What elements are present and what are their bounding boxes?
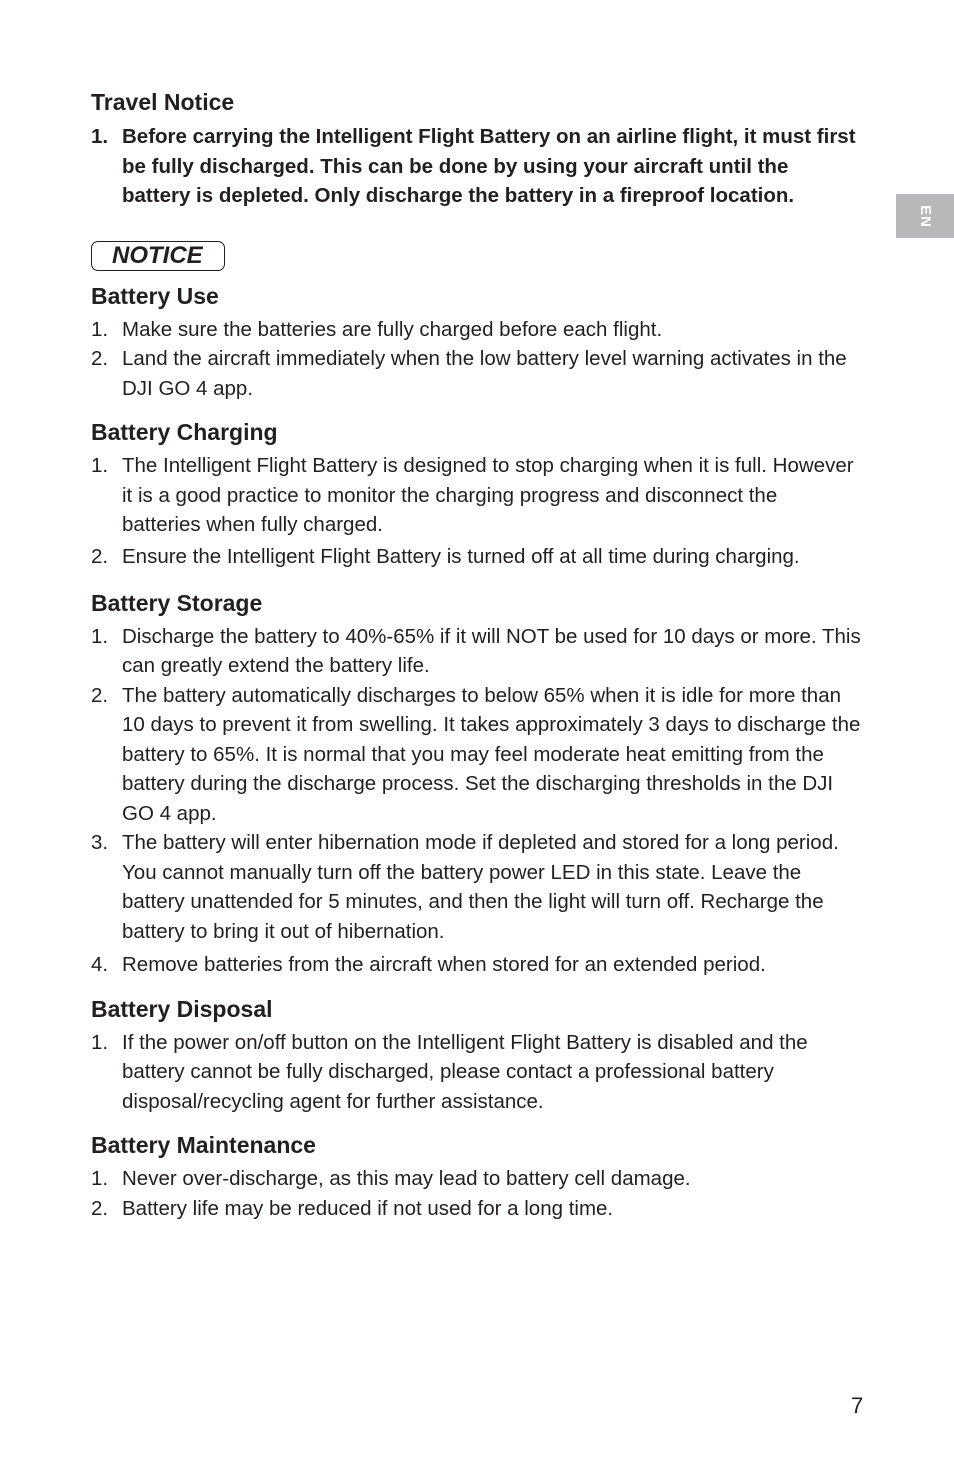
list-item: 2. Land the aircraft immediately when the low battery level warning activates in the DJI GO 4 app. bbox=[91, 347, 847, 400]
list-item: 1. The Intelligent Flight Battery is designed to stop charging when it is full. However it is a good practice to monitor the charging progress and disconnect the batteries when fully charged. bbox=[91, 454, 854, 536]
list-item: 3. The battery will enter hibernation mode if depleted and stored for a long period. You cannot manually turn off the battery power LED in this state. Leave the battery unattended for 5 minutes, and then the light will turn off. Recharge the battery to bring it out of hibernation. bbox=[91, 831, 839, 943]
battery-charging-list bbox=[91, 451, 861, 574]
list-item: 1. Never over-discharge, as this may lead to battery cell damage. bbox=[91, 1167, 691, 1190]
list-item: 1. Make sure the batteries are fully charged before each flight. bbox=[91, 317, 663, 341]
list-item: 2. Ensure the Intelligent Flight Battery is turned off at all time during charging. bbox=[91, 544, 800, 568]
list-item: 1. If the power on/off button on the Intelligent Flight Battery is disabled and the battery cannot be fully discharged, please contact a professional battery disposal/recycling agent for further assistance. bbox=[91, 1030, 808, 1113]
battery-charging-section bbox=[91, 417, 861, 574]
battery-storage-heading: Battery Storage bbox=[91, 589, 263, 616]
battery-disposal-list bbox=[91, 1028, 861, 1117]
page-content bbox=[91, 87, 861, 1223]
battery-maintenance-heading: Battery Maintenance bbox=[91, 1132, 316, 1158]
notice-label: NOTICE bbox=[91, 241, 225, 271]
battery-use-list bbox=[91, 315, 861, 404]
list-item: 1. Before carrying the Intelligent Flight Battery on an airline flight, it must first be fully discharged. This can be done by using your aircraft until the battery is depleted. Only discharge the battery in a fireproof location. bbox=[91, 125, 856, 207]
battery-storage-section bbox=[91, 588, 861, 980]
travel-notice-list bbox=[91, 122, 861, 211]
battery-use-heading: Battery Use bbox=[91, 282, 219, 309]
battery-use-section bbox=[91, 281, 861, 404]
list-item: 1. Discharge the battery to 40%-65% if it will NOT be used for 10 days or more. This can greatly extend the battery life. bbox=[91, 624, 861, 677]
language-tab-label: EN bbox=[916, 204, 934, 228]
page-number: 7 bbox=[851, 1393, 864, 1418]
travel-notice-heading: Travel Notice bbox=[91, 89, 235, 115]
battery-storage-list bbox=[91, 622, 861, 980]
battery-disposal-heading: Battery Disposal bbox=[91, 995, 273, 1022]
battery-disposal-section bbox=[91, 994, 861, 1117]
battery-charging-heading: Battery Charging bbox=[91, 419, 278, 445]
list-item: 4. Remove batteries from the aircraft when stored for an extended period. bbox=[91, 953, 766, 976]
battery-maintenance-list bbox=[91, 1164, 861, 1223]
list-item: 2. The battery automatically discharges to below 65% when it is idle for more than 10 days to prevent it from swelling. It takes approximately 3 days to discharge the battery to 65%. It is normal that you may feel moderate heat emitting from the battery during the discharge process. Set the discharging thresholds in the DJI GO 4 app. bbox=[91, 683, 861, 825]
language-tab bbox=[896, 194, 954, 238]
list-item: 2. Battery life may be reduced if not used for a long time. bbox=[91, 1196, 614, 1220]
travel-notice-section bbox=[91, 87, 861, 211]
battery-maintenance-section bbox=[91, 1130, 861, 1223]
